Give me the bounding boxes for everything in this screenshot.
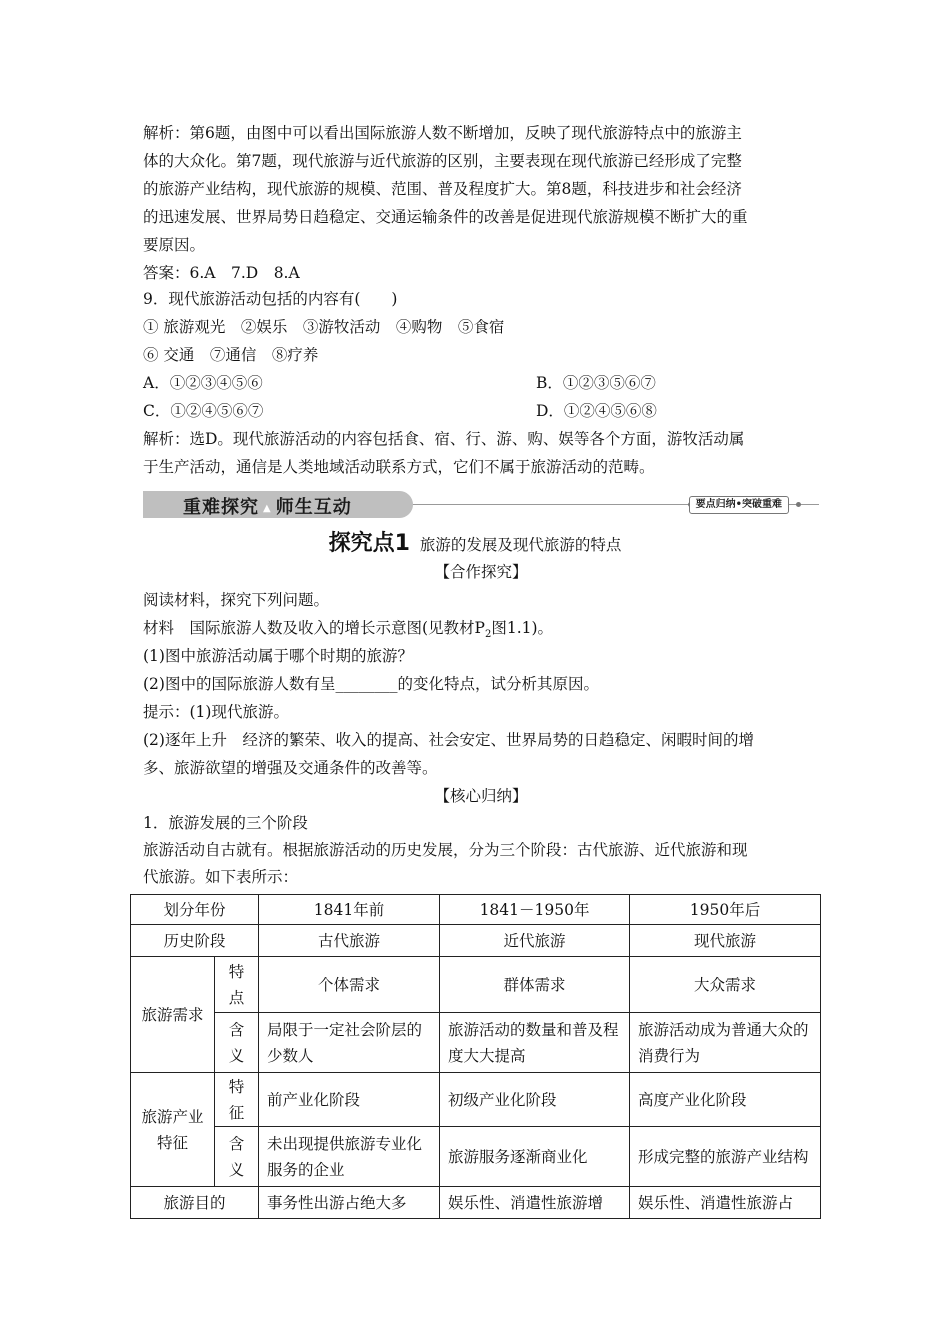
table-cell: 旅游活动的数量和普及程度大大提高: [440, 1013, 630, 1073]
table-row: [131, 957, 821, 1013]
dot-icon: [796, 502, 801, 507]
table-cell: 高度产业化阶段: [630, 1073, 821, 1127]
analysis-line: 的迅速发展、世界局势日趋稳定、交通运输条件的改善是促进现代旅游规模不断扩大的重: [143, 208, 748, 226]
question-9-analysis: 解析：选D。现代旅游活动的内容包括食、宿、行、游、购、娱等各个方面，游牧活动属: [143, 430, 745, 448]
option-a: A．①②③④⑤⑥: [143, 374, 263, 392]
table-cell: 娱乐性、消遣性旅游增: [440, 1187, 630, 1219]
banner-tag: 要点归纳•突破重难: [689, 496, 789, 514]
option-b: B．①②③⑤⑥⑦: [536, 374, 656, 392]
banner-title-part1: 重难探究: [183, 497, 259, 518]
explore-hint-2: (2)逐年上升 经济的繁荣、收入的提高、社会安定、世界局势的日趋稳定、闲暇时间的增: [143, 731, 754, 749]
question-9-options-row: [143, 373, 656, 393]
table-cell: 1841－1950年: [440, 895, 630, 925]
analysis-line: 要原因。: [143, 236, 206, 254]
table-cell: 特征: [215, 1073, 259, 1127]
question-9-options-row: [143, 401, 657, 421]
table-cell: 1841年前: [259, 895, 440, 925]
table-cell: 未出现提供旅游专业化服务的企业: [259, 1127, 440, 1187]
core-desc: 旅游活动自古就有。根据旅游活动的历史发展，分为三个阶段：古代旅游、近代旅游和现: [143, 841, 748, 859]
table-cell: 旅游活动成为普通大众的消费行为: [630, 1013, 821, 1073]
banner-title: [183, 493, 352, 519]
table-cell: 个体需求: [259, 957, 440, 1013]
section-banner: [143, 491, 819, 518]
table-cell: 娱乐性、消遣性旅游占: [630, 1187, 821, 1219]
core-point-1: 1．旅游发展的三个阶段: [143, 814, 308, 832]
triangle-icon: ▲: [263, 502, 272, 514]
material-text: 材料 国际旅游人数及收入的增长示意图(见教材P: [143, 619, 485, 637]
coop-title: 【合作探究】: [434, 563, 528, 581]
table-cell: 现代旅游: [630, 925, 821, 957]
table-cell: 形成完整的旅游产业结构: [630, 1127, 821, 1187]
table-row: [131, 925, 821, 957]
table-row: [131, 1013, 821, 1073]
question-9-items: ⑥ 交通 ⑦通信 ⑧疗养: [143, 346, 319, 364]
table-row: [131, 1187, 821, 1219]
question-9-analysis: 于生产活动，通信是人类地域活动联系方式，它们不属于旅游活动的范畴。: [143, 458, 655, 476]
table-cell: 划分年份: [131, 895, 259, 925]
banner-title-part2: 师生互动: [275, 497, 352, 518]
table-cell: 古代旅游: [259, 925, 440, 957]
explore-intro: 阅读材料，探究下列问题。: [143, 591, 330, 609]
table-cell: 1950年后: [630, 895, 821, 925]
table-cell: 前产业化阶段: [259, 1073, 440, 1127]
explore-heading: [0, 526, 950, 557]
explore-title: 旅游的发展及现代旅游的特点: [419, 536, 622, 554]
table-cell: 特点: [215, 957, 259, 1013]
table-cell: 大众需求: [630, 957, 821, 1013]
core-desc: 代旅游。如下表所示：: [143, 868, 299, 886]
option-c: C．①②④⑤⑥⑦: [143, 402, 264, 420]
table-cell: 旅游产业特征: [131, 1073, 215, 1187]
table-row: [131, 895, 821, 925]
question-9-items: ① 旅游观光 ②娱乐 ③游牧活动 ④购物 ⑤食宿: [143, 318, 505, 336]
table-cell: 含义: [215, 1127, 259, 1187]
analysis-line: 的旅游产业结构，现代旅游的规模、范围、普及程度扩大。第8题，科技进步和社会经济: [143, 180, 742, 198]
analysis-line: 解析：第6题，由图中可以看出国际旅游人数不断增加，反映了现代旅游特点中的旅游主: [143, 124, 742, 142]
table-cell: 含义: [215, 1013, 259, 1073]
explore-label: 探究点1: [328, 531, 410, 556]
material-text-end: 图1.1)。: [491, 619, 554, 637]
option-d: D．①②④⑤⑥⑧: [536, 402, 657, 420]
core-title: 【核心归纳】: [434, 787, 528, 805]
table-cell: 群体需求: [440, 957, 630, 1013]
stages-table: [130, 894, 821, 1219]
table-cell: 旅游需求: [131, 957, 215, 1073]
question-9-stem: 9．现代旅游活动包括的内容有( ): [143, 290, 398, 308]
table-cell: 旅游服务逐渐商业化: [440, 1127, 630, 1187]
explore-question-2: (2)图中的国际旅游人数有呈________的变化特点，试分析其原因。: [143, 675, 599, 693]
table-cell: 事务性出游占绝大多: [259, 1187, 440, 1219]
table-row: [131, 1073, 821, 1127]
material-sub: 2: [484, 629, 492, 641]
explore-hint-2: 多、旅游欲望的增强及交通条件的改善等。: [143, 759, 438, 777]
explore-hint-1: 提示：(1)现代旅游。: [143, 703, 289, 721]
answer-line: 答案：6.A 7.D 8.A: [143, 264, 300, 282]
explore-question-1: (1)图中旅游活动属于哪个时期的旅游？: [143, 647, 413, 665]
table-row: [131, 1127, 821, 1187]
table-cell: 旅游目的: [131, 1187, 259, 1219]
table-cell: 近代旅游: [440, 925, 630, 957]
table-cell: 局限于一定社会阶层的少数人: [259, 1013, 440, 1073]
explore-material: [143, 618, 553, 645]
table-cell: 历史阶段: [131, 925, 259, 957]
analysis-line: 体的大众化。第7题，现代旅游与近代旅游的区别，主要表现在现代旅游已经形成了完整: [143, 152, 742, 170]
table-cell: 初级产业化阶段: [440, 1073, 630, 1127]
